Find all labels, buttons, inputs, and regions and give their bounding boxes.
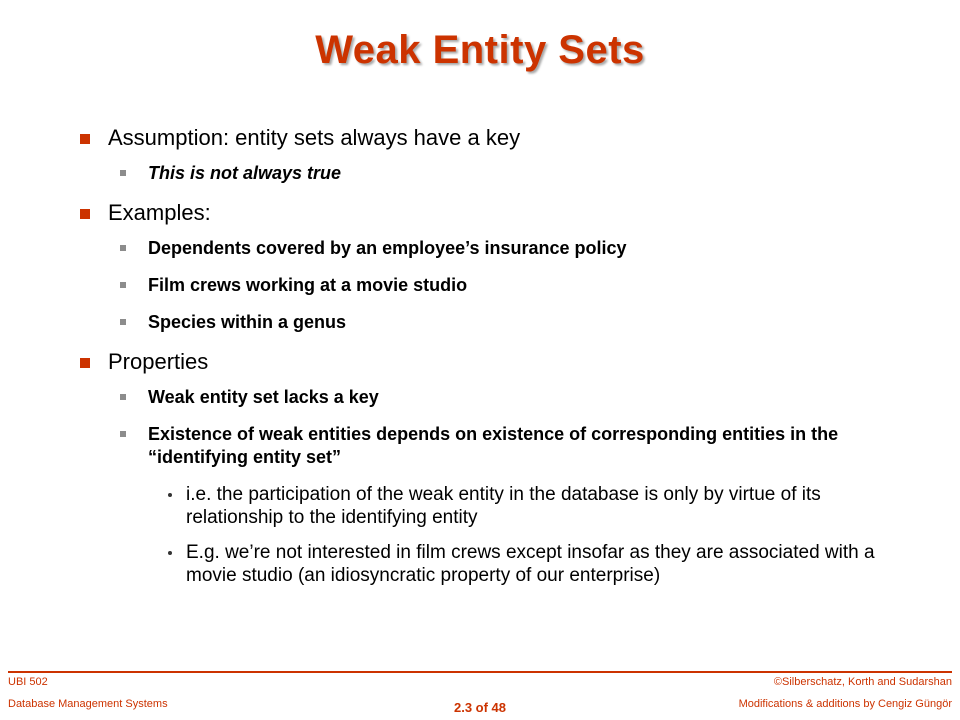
subbullet-text: Existence of weak entities depends on existence of corresponding entities in the “identifying entity set” — [148, 424, 839, 467]
square-bullet-icon — [120, 170, 126, 176]
dot-bullet-icon — [168, 493, 172, 497]
square-bullet-icon — [120, 431, 126, 437]
square-bullet-icon — [120, 245, 126, 251]
subbullet-species — [78, 311, 918, 334]
slide-content — [78, 118, 918, 599]
subsubbullet-text: E.g. we’re not interested in film crews except insofar as they are associated with a movie studio (an idiosyncratic property of our enterprise) — [186, 542, 875, 586]
subsubbullet-participation — [78, 483, 918, 529]
bullet-text: Examples: — [108, 200, 211, 225]
subbullet-text: Species within a genus — [148, 312, 347, 332]
subbullet-existence — [78, 423, 918, 469]
subbullet-not-always-true — [78, 162, 918, 185]
footer-modifications: Modifications & additions by Cengiz Güngör — [738, 698, 952, 710]
footer-subject: Database Management Systems — [8, 698, 168, 710]
square-bullet-icon — [80, 358, 90, 368]
subbullet-text: Film crews working at a movie studio — [148, 275, 468, 295]
bullet-text: Assumption: entity sets always have a key — [108, 125, 521, 150]
subbullet-lacks-key — [78, 386, 918, 409]
subbullet-text: Weak entity set lacks a key — [148, 387, 379, 407]
footer-course: UBI 502 — [8, 676, 48, 688]
square-bullet-icon — [120, 282, 126, 288]
square-bullet-icon — [120, 319, 126, 325]
square-bullet-icon — [120, 394, 126, 400]
footer-copyright: ©Silberschatz, Korth and Sudarshan — [773, 676, 952, 688]
footer-divider — [8, 671, 952, 673]
slide-title: Weak Entity Sets — [315, 28, 645, 72]
subsubbullet-film-crews-example — [78, 541, 918, 587]
subbullet-dependents — [78, 237, 918, 260]
square-bullet-icon — [80, 134, 90, 144]
bullet-text: Properties — [108, 349, 209, 374]
subbullet-text: This is not always true — [148, 163, 342, 183]
bullet-assumption — [78, 124, 918, 152]
subbullet-film-crews — [78, 274, 918, 297]
subbullet-text: Dependents covered by an employee’s insurance policy — [148, 238, 627, 258]
dot-bullet-icon — [168, 551, 172, 555]
bullet-examples — [78, 199, 918, 227]
subsubbullet-text: i.e. the participation of the weak entity in the database is only by virtue of its relationship to the identifying entity — [186, 484, 821, 528]
footer-page-number: 2.3 of 48 — [453, 700, 507, 715]
bullet-properties — [78, 348, 918, 376]
square-bullet-icon — [80, 209, 90, 219]
